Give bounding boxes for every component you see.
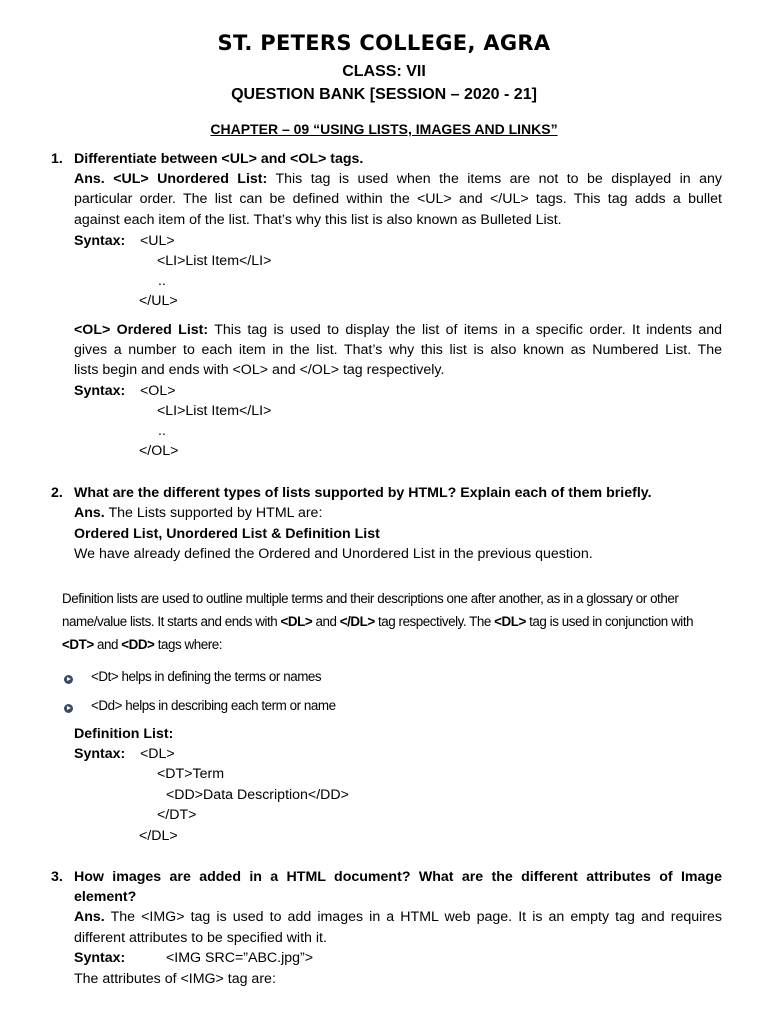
q1-ul-term: <UL> Unordered List: <box>113 171 268 187</box>
dl-desc-line3 <box>62 637 222 652</box>
q3-question-line2: element? <box>74 889 137 905</box>
q3-ans-line2: different attributes to be specified with it. <box>74 930 327 946</box>
arrow-bullet-icon <box>64 675 73 684</box>
q3-ans-label: Ans. <box>74 909 105 925</box>
q1-ul-line3: against each item of the list. That’s why this list is also known as Bulleted List. <box>74 212 562 228</box>
q3-question-line1: How images are added in a HTML document? What are the different attributes of Image <box>74 869 722 885</box>
q3-attributes-line: The attributes of <IMG> tag are: <box>74 971 276 987</box>
q1-ul-line2: particular order. The list can be defined within the <UL> and </UL> tags. This tag adds a bullet <box>74 191 722 207</box>
dl-syntax-dt-close: </DT> <box>157 807 197 823</box>
dl-tag-close: </DL> <box>339 614 375 629</box>
dl-syntax-desc: <DD>Data Description</DD> <box>166 787 349 803</box>
dl-desc-line2-a: name/value lists. It starts and ends with <box>62 614 281 629</box>
q1-ul-syntax-dots: .. <box>158 273 166 289</box>
q3-number: 3. <box>51 869 63 885</box>
dl-desc-line3-b: and <box>93 637 122 652</box>
q1-ol-syntax-open: <OL> <box>140 383 176 399</box>
q1-ol-line1 <box>74 322 722 338</box>
q3-syntax-value: <IMG SRC=”ABC.jpg”> <box>166 950 314 966</box>
q2-number: 2. <box>51 485 63 501</box>
q1-ol-term: <OL> Ordered List: <box>74 322 209 338</box>
q1-ol-syntax-item: <LI>List Item</LI> <box>157 403 272 419</box>
q1-ol-line2: gives a number to each item in the list. That’s why this list is also known as Numbered List. The <box>74 342 722 358</box>
q2-defined-line: We have already defined the Ordered and Unordered List in the previous question. <box>74 546 593 562</box>
q3-syntax-label: Syntax: <box>74 950 126 966</box>
q1-ul-syntax-item: <LI>List Item</LI> <box>157 253 272 269</box>
dl-desc-line2-e: tag respectively. The <box>374 614 495 629</box>
q1-ul-syntax-label: Syntax: <box>74 233 126 249</box>
q1-ol-syntax-label: Syntax: <box>74 383 126 399</box>
dl-desc-line3-d: tags where: <box>154 637 222 652</box>
question-bank-line: QUESTION BANK [SESSION – 2020 - 21] <box>231 86 537 103</box>
q2-ans-text: The Lists supported by HTML are: <box>108 505 323 521</box>
dl-tag-open-2: <DL> <box>494 614 526 629</box>
q1-ol-syntax-close: </OL> <box>139 443 179 459</box>
dl-syntax-open: <DL> <box>140 746 175 762</box>
arrow-bullet-icon <box>64 704 73 713</box>
class-line: CLASS: VII <box>342 63 426 80</box>
college-title: ST. PETERS COLLEGE, AGRA <box>217 31 551 55</box>
q1-ul-syntax-close: </UL> <box>139 293 178 309</box>
dl-syntax-term: <DT>Term <box>157 766 225 782</box>
q1-number: 1. <box>51 151 63 167</box>
dl-desc-line2-c: and <box>312 614 340 629</box>
chapter-heading: CHAPTER – 09 “USING LISTS, IMAGES AND LINKS” <box>210 121 558 137</box>
dl-desc-line2 <box>62 614 693 629</box>
q1-ol-syntax-dots: .. <box>158 423 166 439</box>
q3-ans-line1 <box>74 909 722 925</box>
q1-ul-syntax-open: <UL> <box>140 233 175 249</box>
dl-desc-line1: Definition lists are used to outline multiple terms and their descriptions one after another, as in a glossary or other <box>62 591 679 606</box>
q1-ol-text1: This tag is used to display the list of items in a specific order. It indents and <box>214 322 723 338</box>
dt-bullet-text: <Dt> helps in defining the terms or names <box>91 669 322 684</box>
dl-syntax-close: </DL> <box>139 828 178 844</box>
q2-ans-label: Ans. <box>74 505 105 521</box>
q1-ul-text1: This tag is used when the items are not to be displayed in any <box>275 171 722 187</box>
q1-ol-line3: lists begin and ends with <OL> and </OL> tag respectively. <box>74 362 445 378</box>
q1-question: Differentiate between <UL> and <OL> tags. <box>74 151 364 167</box>
dd-bullet-text: <Dd> helps in describing each term or name <box>91 698 336 713</box>
dl-syntax-label: Syntax: <box>74 746 126 762</box>
q2-list-types: Ordered List, Unordered List & Definition List <box>74 526 380 542</box>
dl-heading: Definition List: <box>74 726 174 742</box>
dd-tag: <DD> <box>121 637 155 652</box>
dt-tag: <DT> <box>62 637 94 652</box>
dl-tag-open: <DL> <box>280 614 313 629</box>
q1-ans-label: Ans. <box>74 171 105 187</box>
q3-ans-text1: The <IMG> tag is used to add images in a HTML web page. It is an empty tag and requires <box>110 909 722 925</box>
q1-ul-line1 <box>74 171 722 187</box>
q2-ans-line <box>74 505 322 521</box>
q2-question: What are the different types of lists supported by HTML? Explain each of them briefly. <box>74 485 652 501</box>
dl-desc-line2-g: tag is used in conjunction with <box>525 614 694 629</box>
